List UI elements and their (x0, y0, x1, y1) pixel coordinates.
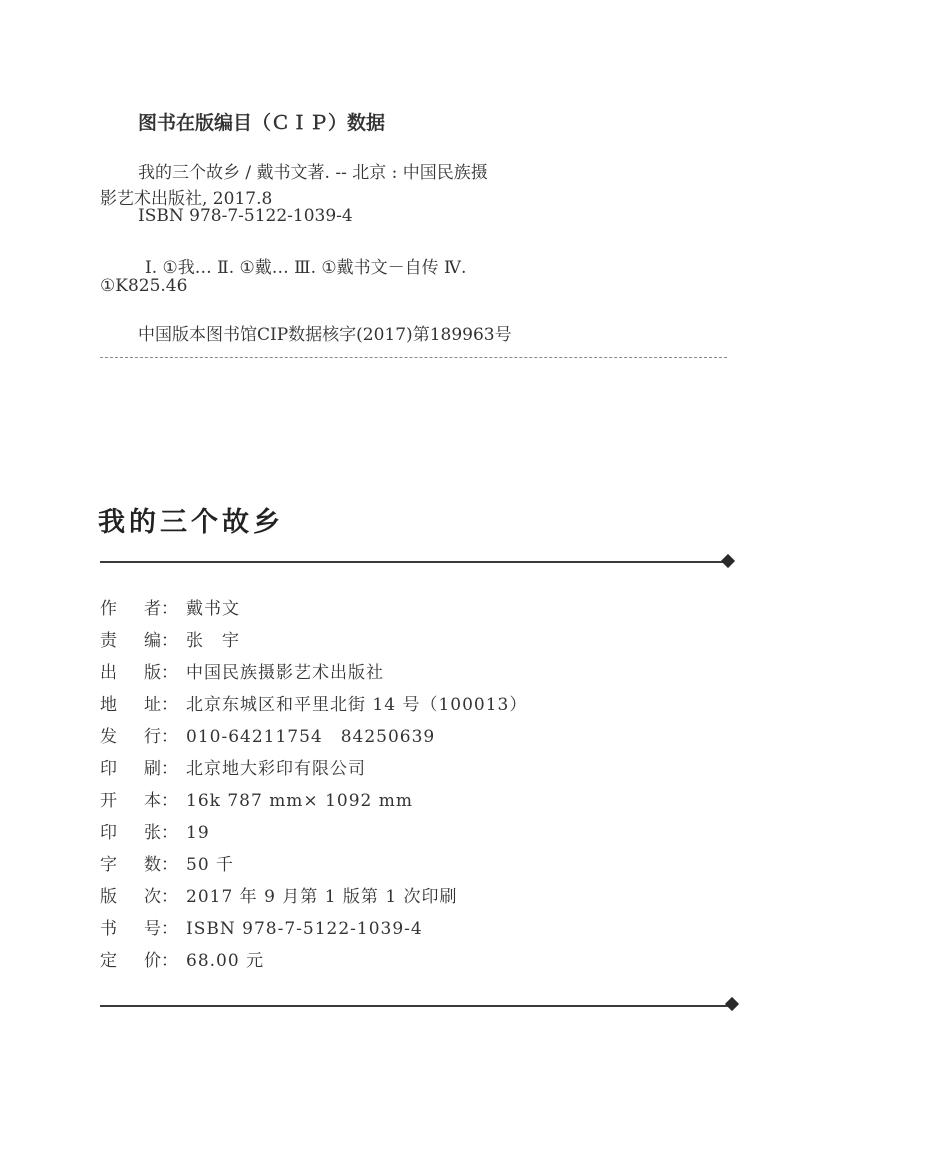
info-label-char: 作 (100, 599, 117, 619)
info-label (100, 626, 186, 651)
info-label (100, 786, 186, 811)
info-label-suffix: 编： (144, 631, 178, 651)
info-row (100, 754, 366, 779)
info-label-suffix: 价： (144, 951, 178, 971)
info-row (100, 818, 210, 843)
info-label-suffix: 号： (144, 919, 178, 939)
info-label-suffix: 刷： (144, 759, 178, 779)
info-label-char: 地 (100, 695, 117, 715)
info-label-suffix: 址： (144, 695, 178, 715)
info-value: 北京东城区和平里北街 14 号（100013） (186, 695, 528, 715)
info-row (100, 946, 264, 971)
info-value: 19 (186, 823, 210, 843)
info-value: 2017 年 9 月第 1 版第 1 次印刷 (186, 887, 458, 907)
info-value: 68.00 元 (186, 951, 265, 971)
info-label-char: 书 (100, 919, 117, 939)
info-value: 010-64211754 84250639 (186, 727, 436, 747)
info-value: 北京地大彩印有限公司 (186, 759, 366, 779)
info-label-suffix: 张： (144, 823, 178, 843)
diamond-ornament-top (721, 554, 735, 568)
info-label (100, 722, 186, 747)
info-row (100, 882, 458, 907)
cip-line-6: 中国版本图书馆CIP数据核字(2017)第189963号 (138, 325, 512, 345)
info-label (100, 658, 186, 683)
info-label-suffix: 数： (144, 855, 178, 875)
info-label-char: 出 (100, 663, 117, 683)
diamond-ornament-bottom (725, 997, 739, 1011)
cip-heading: 图书在版编目（ＣＩＰ）数据 (138, 112, 386, 134)
info-label-suffix: 者： (144, 599, 178, 619)
info-row (100, 594, 240, 619)
info-label-suffix: 次： (144, 887, 178, 907)
info-row (100, 626, 240, 651)
info-value: ISBN 978-7-5122-1039-4 (186, 919, 423, 939)
info-label-char: 发 (100, 727, 117, 747)
info-row (100, 850, 234, 875)
info-label-suffix: 版： (144, 663, 178, 683)
info-row (100, 658, 384, 683)
info-label (100, 914, 186, 939)
info-value: 16k 787 mm× 1092 mm (186, 791, 413, 811)
info-label-char: 开 (100, 791, 117, 811)
info-label (100, 754, 186, 779)
info-label-char: 印 (100, 823, 117, 843)
cip-line-2: 影艺术出版社, 2017.8 (100, 189, 273, 209)
info-value: 中国民族摄影艺术出版社 (186, 663, 384, 683)
cip-line-4: Ⅰ. ①我… Ⅱ. ①戴… Ⅲ. ①戴书文－自传 Ⅳ. (145, 258, 467, 278)
cip-line-3: ISBN 978-7-5122-1039-4 (138, 206, 353, 226)
cip-line-5: ①K825.46 (100, 276, 188, 296)
info-row (100, 690, 527, 715)
cip-line-1: 我的三个故乡 / 戴书文著. -- 北京 : 中国民族摄 (138, 163, 488, 183)
info-value: 戴书文 (186, 599, 240, 619)
info-label-char: 版 (100, 887, 117, 907)
info-label-char: 责 (100, 631, 117, 651)
book-title: 我的三个故乡 (98, 507, 284, 538)
info-label-suffix: 行： (144, 727, 178, 747)
info-row (100, 786, 413, 811)
info-label-suffix: 本： (144, 791, 178, 811)
info-label (100, 882, 186, 907)
info-label (100, 818, 186, 843)
info-label-char: 定 (100, 951, 117, 971)
info-label-char: 字 (100, 855, 117, 875)
info-label (100, 594, 186, 619)
info-label-char: 印 (100, 759, 117, 779)
info-label (100, 690, 186, 715)
info-row (100, 914, 423, 939)
info-label (100, 850, 186, 875)
info-row (100, 722, 435, 747)
top-rule (100, 561, 725, 563)
info-value: 张 宇 (186, 631, 240, 651)
info-label (100, 946, 186, 971)
bottom-rule (100, 1005, 728, 1007)
dashed-divider (100, 357, 727, 358)
info-value: 50 千 (186, 855, 235, 875)
